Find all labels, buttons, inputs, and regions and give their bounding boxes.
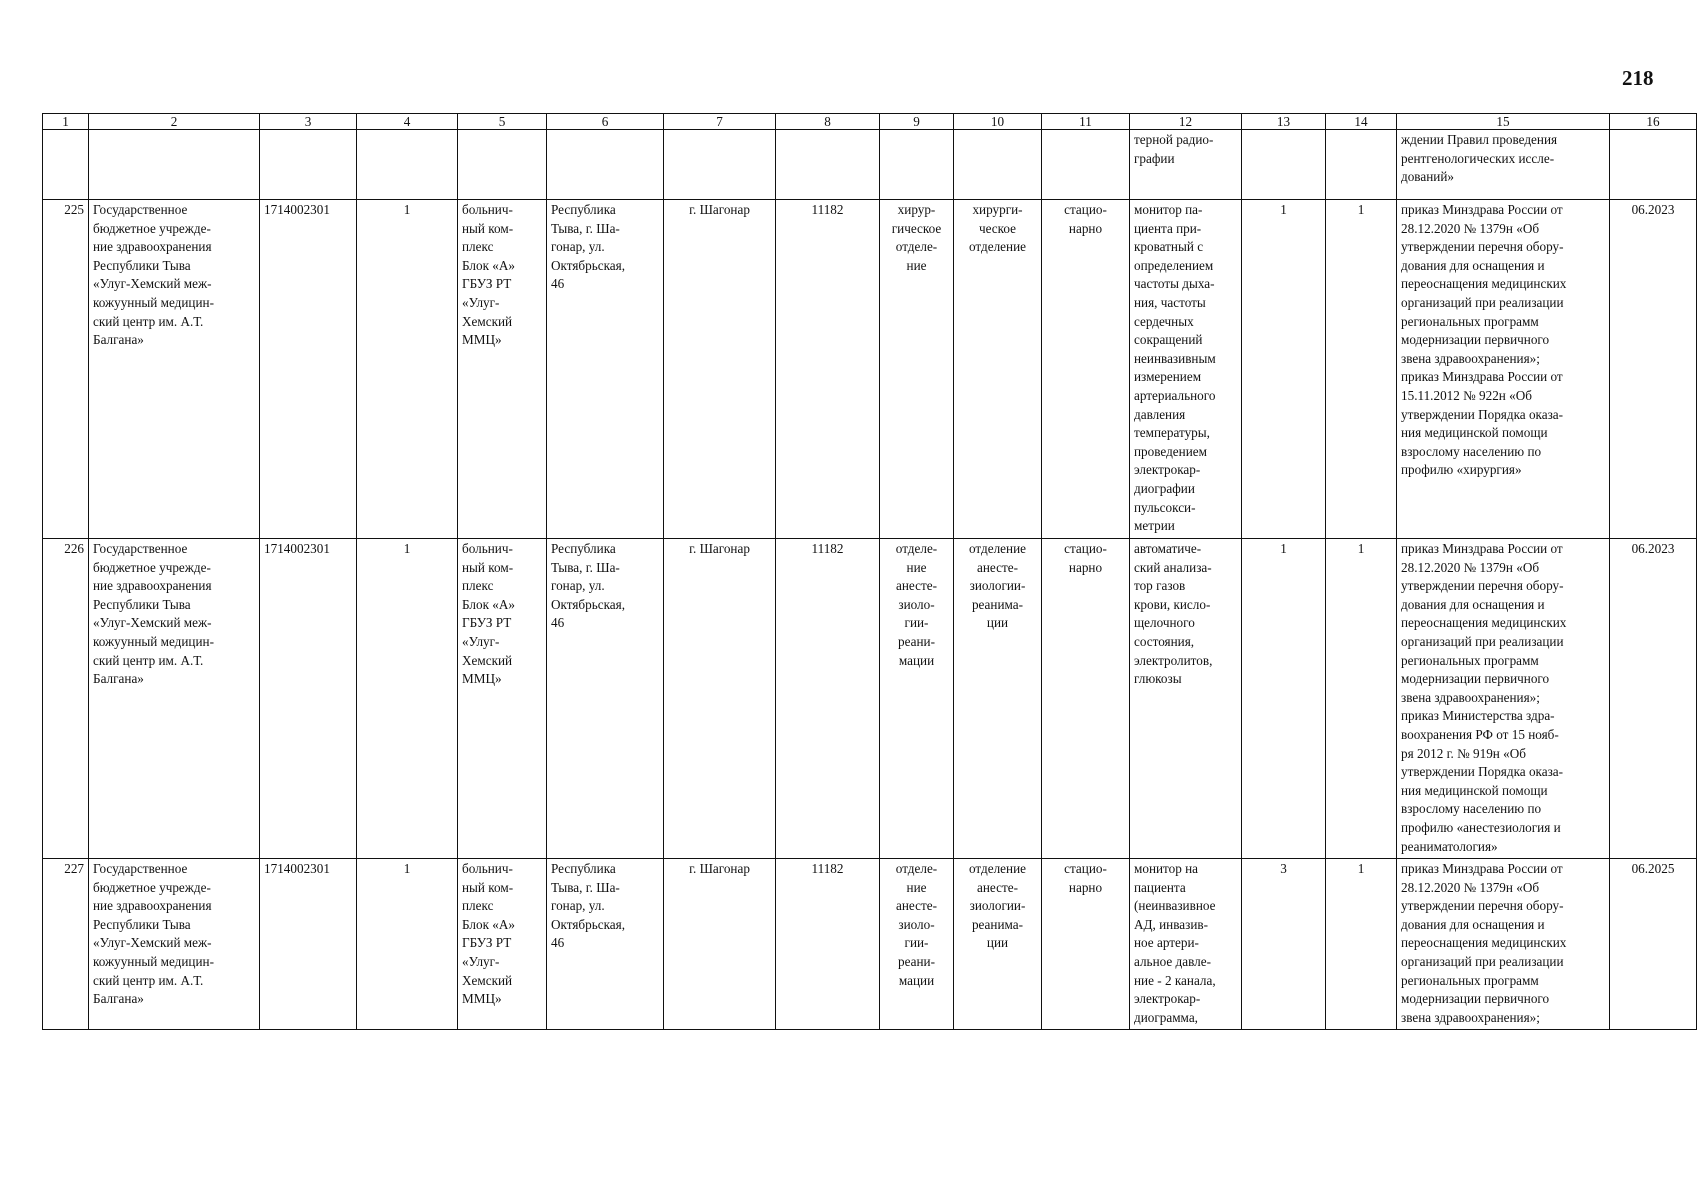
building-name: больнич- ный ком- плекс Блок «А» ГБУЗ РТ «Улуг- Хемский ММЦ»: [458, 859, 547, 1030]
column-number: 4: [357, 114, 458, 130]
empty-cell: [260, 130, 357, 200]
address: Республика Тыва, г. Ша- гонар, ул. Октябрьская, 46: [547, 539, 664, 859]
legal-basis: приказ Минздрава России от 28.12.2020 № 1379н «Об утверждении перечня обору- дования для оснащения и переоснащения медицинских организаций при реализации региональных программ модернизации первичного звена здравоохранения»; приказ Минздрава России от 15.11.2012 № 922н «Об утверждении Порядка оказа- ния медицинской помощи взрослому населению по профилю «хирургия»: [1397, 200, 1610, 539]
department-short: отделе- ние анесте- зиоло- гии- реани- мации: [880, 539, 954, 859]
column-number: 8: [776, 114, 880, 130]
column-number: 16: [1610, 114, 1697, 130]
building-name: больнич- ный ком- плекс Блок «А» ГБУЗ РТ «Улуг- Хемский ММЦ»: [458, 539, 547, 859]
row-number: 225: [43, 200, 89, 539]
quantity: 1: [1242, 200, 1326, 539]
city: г. Шагонар: [664, 859, 776, 1030]
column-number: 6: [547, 114, 664, 130]
carry-over-equipment: терной радио- графии: [1130, 130, 1242, 200]
empty-cell: [357, 130, 458, 200]
empty-cell: [776, 130, 880, 200]
organization-name: Государственное бюджетное учрежде- ние здравоохранения Республики Тыва «Улуг-Хемский меж- кожуунный медицин- ский центр им. А.Т. Балгана»: [89, 859, 260, 1030]
column-number: 15: [1397, 114, 1610, 130]
legal-basis: приказ Минздрава России от 28.12.2020 № 1379н «Об утверждении перечня обору- дования для оснащения и переоснащения медицинских организаций при реализации региональных программ модернизации первичного звена здравоохранения»; приказ Министерства здра- воохранения РФ от 15 нояб- ря 2012 г. № 919н «Об утверждении Порядка оказа- ния медицинской помощи взрослому населению по профилю «анестезиология и реаниматология»: [1397, 539, 1610, 859]
empty-cell: [1610, 130, 1697, 200]
column-number: 2: [89, 114, 260, 130]
column-4-value: 1: [357, 539, 458, 859]
table-row: [43, 859, 1697, 1030]
empty-cell: [547, 130, 664, 200]
department: отделение анесте- зиологии- реанима- ции: [954, 859, 1042, 1030]
organization-name: Государственное бюджетное учрежде- ние здравоохранения Республики Тыва «Улуг-Хемский меж- кожуунный медицин- ский центр им. А.Т. Балгана»: [89, 539, 260, 859]
carry-over-basis: ждении Правил проведения рентгенологических иссле- дований»: [1397, 130, 1610, 200]
column-14-value: 1: [1326, 539, 1397, 859]
carry-over-row: [43, 130, 1697, 200]
care-form: стацио- нарно: [1042, 539, 1130, 859]
column-number: 11: [1042, 114, 1130, 130]
table-row: [43, 539, 1697, 859]
equipment-name: монитор на пациента (неинвазивное АД, инвазив- ное артери- альное давле- ние - 2 канала, электрокар- диограмма,: [1130, 859, 1242, 1030]
inn-value: 1714002301: [260, 539, 357, 859]
quantity: 1: [1242, 539, 1326, 859]
table-row: [43, 200, 1697, 539]
empty-cell: [954, 130, 1042, 200]
column-number: 1: [43, 114, 89, 130]
department: хирурги- ческое отделение: [954, 200, 1042, 539]
column-4-value: 1: [357, 859, 458, 1030]
column-number: 9: [880, 114, 954, 130]
address: Республика Тыва, г. Ша- гонар, ул. Октябрьская, 46: [547, 200, 664, 539]
row-number: 227: [43, 859, 89, 1030]
column-4-value: 1: [357, 200, 458, 539]
empty-cell: [880, 130, 954, 200]
equipment-table: [42, 113, 1697, 1030]
equipment-name: монитор па- циента при- кроватный с определением частоты дыха- ния, частоты сердечных сокращений неинвазивным измерением артериального давления температуры, проведением электрокар- диографии пульсокси- метрии: [1130, 200, 1242, 539]
department-short: хирур- гическое отделе- ние: [880, 200, 954, 539]
inn-value: 1714002301: [260, 200, 357, 539]
column-number-row: [43, 114, 1697, 130]
column-number: 10: [954, 114, 1042, 130]
column-number: 7: [664, 114, 776, 130]
page-number: 218: [1622, 66, 1654, 90]
empty-cell: [1326, 130, 1397, 200]
department-short: отделе- ние анесте- зиоло- гии- реани- мации: [880, 859, 954, 1030]
column-14-value: 1: [1326, 200, 1397, 539]
column-14-value: 1: [1326, 859, 1397, 1030]
code: 11182: [776, 200, 880, 539]
due-date: 06.2025: [1610, 859, 1697, 1030]
due-date: 06.2023: [1610, 539, 1697, 859]
equipment-name: автоматиче- ский анализа- тор газов крови, кисло- щелочного состояния, электролитов, глюкозы: [1130, 539, 1242, 859]
care-form: стацио- нарно: [1042, 859, 1130, 1030]
empty-cell: [43, 130, 89, 200]
inn-value: 1714002301: [260, 859, 357, 1030]
organization-name: Государственное бюджетное учрежде- ние здравоохранения Республики Тыва «Улуг-Хемский меж- кожуунный медицин- ский центр им. А.Т. Балгана»: [89, 200, 260, 539]
empty-cell: [664, 130, 776, 200]
due-date: 06.2023: [1610, 200, 1697, 539]
column-number: 3: [260, 114, 357, 130]
column-number: 14: [1326, 114, 1397, 130]
city: г. Шагонар: [664, 539, 776, 859]
column-number: 5: [458, 114, 547, 130]
legal-basis: приказ Минздрава России от 28.12.2020 № 1379н «Об утверждении перечня обору- дования для оснащения и переоснащения медицинских организаций при реализации региональных программ модернизации первичного звена здравоохранения»;: [1397, 859, 1610, 1030]
empty-cell: [1042, 130, 1130, 200]
column-number: 13: [1242, 114, 1326, 130]
row-number: 226: [43, 539, 89, 859]
code: 11182: [776, 539, 880, 859]
column-number: 12: [1130, 114, 1242, 130]
city: г. Шагонар: [664, 200, 776, 539]
care-form: стацио- нарно: [1042, 200, 1130, 539]
building-name: больнич- ный ком- плекс Блок «А» ГБУЗ РТ «Улуг- Хемский ММЦ»: [458, 200, 547, 539]
code: 11182: [776, 859, 880, 1030]
empty-cell: [458, 130, 547, 200]
address: Республика Тыва, г. Ша- гонар, ул. Октябрьская, 46: [547, 859, 664, 1030]
department: отделение анесте- зиологии- реанима- ции: [954, 539, 1042, 859]
quantity: 3: [1242, 859, 1326, 1030]
empty-cell: [1242, 130, 1326, 200]
empty-cell: [89, 130, 260, 200]
